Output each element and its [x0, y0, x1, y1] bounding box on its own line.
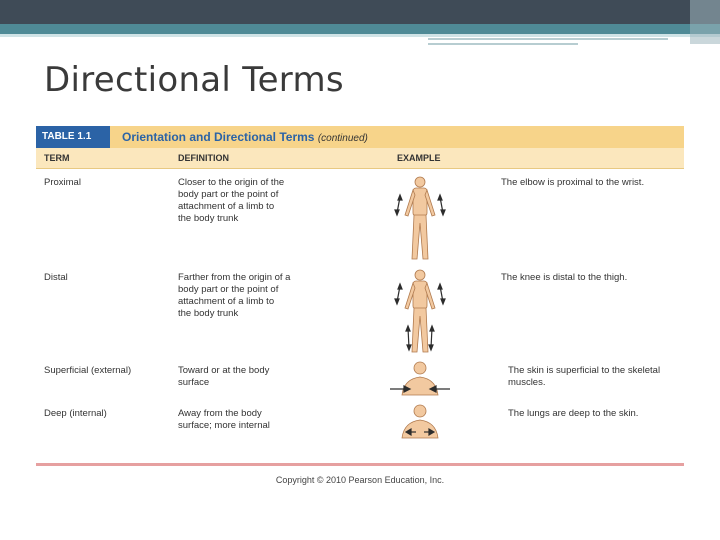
- example-cell: The knee is distal to the thigh.: [501, 272, 628, 283]
- column-headers: [36, 148, 684, 169]
- body-figure-proximal-icon: [394, 175, 446, 263]
- example-cell: [508, 365, 688, 389]
- definition-line: the body trunk: [178, 308, 239, 319]
- term-cell: Proximal: [44, 177, 81, 188]
- table-row: [36, 402, 684, 444]
- definition-line: the body trunk: [178, 213, 239, 224]
- table-caption-suffix: (continued): [317, 133, 368, 144]
- definition-line: Farther from the origin of a: [178, 272, 291, 283]
- top-band-corner: [690, 0, 720, 44]
- column-header-definition: DEFINITION: [178, 153, 229, 163]
- table-bottom-rule: [36, 463, 684, 466]
- definition-line: body part or the point of: [178, 189, 279, 200]
- definition-line: Closer to the origin of the: [178, 177, 285, 188]
- term-cell: Deep (internal): [44, 408, 107, 419]
- top-band-line: [428, 38, 668, 40]
- definition-cell: [178, 177, 318, 225]
- term-cell: Superficial (external): [44, 365, 132, 376]
- term-cell: Distal: [44, 272, 68, 283]
- slide-title: Directional Terms: [44, 60, 344, 100]
- table-caption: [122, 126, 368, 150]
- definition-line: attachment of a limb to: [178, 201, 275, 212]
- column-header-example: EXAMPLE: [397, 153, 441, 163]
- example-line: The skin is superficial to the skeletal: [508, 365, 661, 376]
- definition-line: Away from the body: [178, 408, 262, 419]
- body-figure-distal-icon: [394, 268, 446, 358]
- torso-superficial-icon: [388, 359, 452, 401]
- copyright-text: Copyright © 2010 Pearson Education, Inc.: [275, 475, 445, 485]
- top-band-light: [0, 34, 720, 37]
- column-header-term: TERM: [44, 153, 70, 163]
- definition-line: Toward or at the body: [178, 365, 270, 376]
- directional-terms-table: [36, 126, 684, 444]
- example-cell: The elbow is proximal to the wrist.: [501, 177, 645, 188]
- table-header: [36, 126, 684, 148]
- definition-cell: [178, 408, 318, 432]
- definition-cell: [178, 365, 318, 389]
- definition-line: body part or the point of: [178, 284, 279, 295]
- example-line: muscles.: [508, 377, 546, 388]
- top-band-teal: [0, 24, 720, 34]
- table-row: [36, 264, 684, 359]
- definition-line: attachment of a limb to: [178, 296, 275, 307]
- table-row: [36, 359, 684, 402]
- definition-cell: [178, 272, 318, 320]
- top-band-dark: [0, 0, 720, 24]
- top-band-line: [428, 43, 578, 45]
- definition-line: surface; more internal: [178, 420, 270, 431]
- table-tag: TABLE 1.1: [36, 126, 110, 148]
- example-cell: The lungs are deep to the skin.: [508, 408, 639, 419]
- torso-deep-icon: [392, 402, 448, 444]
- table-caption-title: Orientation and Directional Terms: [122, 130, 315, 144]
- table-row: [36, 169, 684, 264]
- definition-line: surface: [178, 377, 210, 388]
